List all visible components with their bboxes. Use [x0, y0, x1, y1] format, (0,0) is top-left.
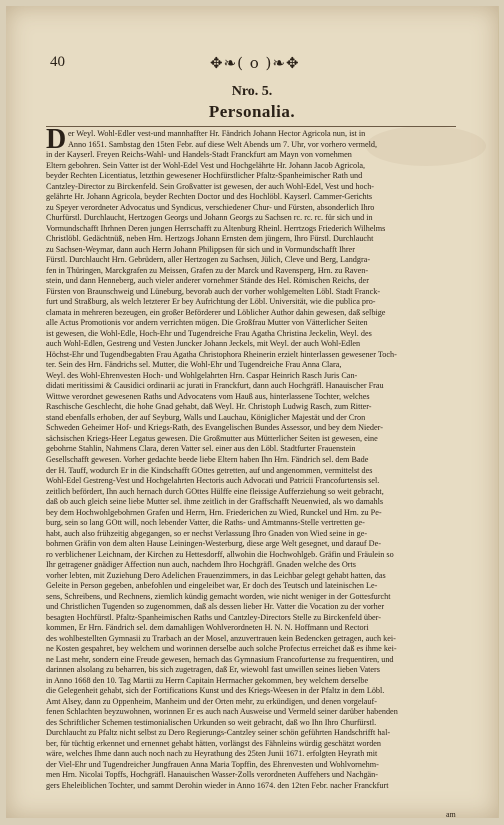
- article-line: ro verblichener Leichnam, der Kirchen zu Hettesdorff, allwohin die Hochwohlgeb. Gräfin und Fräulein so: [46, 549, 394, 559]
- article-line: auch Wohl-Edlen, Gestreng und Vesten Juncker Johann Jeckels, mit Weyl. der auch Wohl-Edlen: [46, 339, 361, 349]
- article-line: bey dem Hochwohlgebohrnen Grafen und Herrn, Hrn. Friederichen zu Wied, Runckel und Hrn. zu Pe-: [46, 507, 382, 517]
- article-line: Wittwe verordnet gewesenen Raths und Advocatens vom Hauß aus, hinterlassene Tochter, welches: [46, 391, 370, 401]
- article-line: burg, sein so lang GOtt will, noch lebender Vatter, die Raths- und Amtmanns-Stelle vertretten ge-: [46, 518, 365, 528]
- article-line: der H. Tauff, wodurch Er in die Kindschafft GOttes getretten, auf und angenommen, vermittelst des: [46, 465, 373, 475]
- article-line: des Schriftlicher Schemen testimonialischen Urkunden so weit gebracht, daß wo Ihn Ihro Churfürstl.: [46, 717, 377, 727]
- article-line: ter. Sein des Hrn. Fändrichs sel. Mutter, die Wohl-Ehr und Tugendreiche Frau Anna Clara,: [46, 360, 342, 370]
- article-line: wäre, welches Ihme dann auch noch nach zu Heyrathung des 25ten Junii 1671. erfolgten Heyrath mit: [46, 749, 378, 759]
- section-divider: [46, 126, 456, 127]
- section-title: Personalia.: [208, 102, 296, 121]
- article-line: gers Eheleiblichen Tochter, und sammt Derohin wieder in Anno 1674. den 12ten Febr. nacher Franckfurt: [46, 780, 389, 790]
- article-line: Wohl-Edel Gestreng-Vest und Hochgelahrten Hectoris auch Advocati und Patricii Francofurtensis sel.: [46, 476, 380, 486]
- article-line: Fürsten von Braunschweig und Lüneburg, bevorab auch der vorher wohlgemelten Löbl. Stadt Franck-: [46, 286, 381, 296]
- article-line: Christlöbl. Gedächtnüß, neben Hrn. Hertzogs Johann Ernsten dem jüngern, Ihro Fürstl. Durchlaucht: [46, 234, 374, 244]
- drop-cap: D: [46, 124, 67, 155]
- article-line: beyder Rechten Licentiatus, letzthin gewesener Hochfürstlicher Pfaltz-Spanheimischer Rath und: [46, 171, 363, 181]
- article-line: und Christlichen Tugenden so zugenommen, daß als dessen lieber Hr. Vatter die Vocation zu der vorher: [46, 602, 385, 612]
- article-line: Amt Alsey, dann zu Oppenheim, Manheim und der Orten mehr, zu erkündigen, und denen vorgelauf-: [46, 696, 377, 706]
- article-line: besagten Hochfürstl. Pfaltz-Spanheimischen Raths und Cantzley-Directors Stelle zu Birckenfeld über-: [46, 612, 381, 622]
- article-line: Geleite in Person gegeben, anbefohlen und eingeleibet war, Er doch des Teutsch und lateinischen Le-: [46, 581, 378, 591]
- article-line: Anno 1651. Sambstag den 15ten Febr. auf diese Welt Abends um 7. Uhr, vor vorhero vermeld,: [68, 139, 378, 149]
- article-line: Raschische Geschlecht, die hohe Gnad gehabt, daß Weyl. Hr. Christoph Ludwig Rasch, zum Ritter-: [46, 402, 372, 412]
- catchword: am: [446, 810, 456, 819]
- article-body: [46, 124, 466, 791]
- article-line: ber, für tüchtig erkennet und ernennet gehabt hätten, vorlängst des Fähnleins würdig geschätzt worden: [46, 738, 382, 748]
- issue-number: Nro. 5.: [231, 84, 273, 99]
- article-line: kommen, Er Hrn. Fändrich sel. dem damahligen Wohlverordneten H. N. N. Hoffmann und Rectori: [46, 623, 369, 633]
- article-line: Ihr getragener gnädiger Affection nun auch, nachdem Ihro Hochgräfl. Gnaden welche des Orts: [46, 560, 356, 570]
- article-line: Churfürstl. Durchlaucht, Hertzogen Georgs und Johann Georgs zu Sachsen rc. rc. rc. für sich und in: [46, 213, 373, 223]
- article-line: des wohlbestellten Gymnasii zu Trarbach an der Mosel, anzuvertrauen kein Bedencken getragen, auch kei-: [46, 633, 396, 643]
- header-ornament: ✥❧( o )❧✥: [210, 54, 300, 72]
- article-line: in Anno 1668 den 10. Tag Martii zu Herrn Capitain Herrnacher gekommen, bey welchem derselbe: [46, 675, 369, 685]
- article-line: Eltern gebohren. Sein Vatter ist der Wohl-Edel Vest und Hochgelährte Hr. Johann Jacob Agricola,: [46, 160, 366, 170]
- article-line: stein, und dann Henneberg, auch vieler anderer vornehmer Stände des Hel. Römischen Reichs, der: [46, 276, 369, 286]
- article-line: Vormundschafft Ihrhnen Deren jungen Herrschafft zu Altenburg Rheinl. Herrtzogs Friederich Wilhelms: [46, 223, 386, 233]
- article-line: Gesellschafft gewesen. Vorher gedachte beede liebe Eltern haben Ihn Hrn. Fändrich sel. dem Bade: [46, 454, 369, 464]
- article-line: die Gelegenheit gehabt, sich der Fortifications Kunst und des Kriegs-Weesen in der Pfaltz in dem Löbl.: [46, 686, 385, 696]
- article-line: fenen Schlachten beyzuwohnen, worinnen Er es auch nach Ausweise und Vermeld seiner darüber habenden: [46, 707, 398, 717]
- article-line: zu Speyer verordneter Advocatus und Syndicus, verschiedener Chur- und Fürsten, absonderlich Ihro: [46, 202, 375, 212]
- article-line: habt, auch also frühzeitig abgegangen, so er nechst Verlassung Ihro Gnaden von Wied seine in ge-: [46, 528, 368, 538]
- article-line: Schweden Geheimer Hof- und Kriegs-Rath, des Evangelischen Bundes Assessor, und bey dem Nieder-: [46, 423, 383, 433]
- page-header: [50, 54, 470, 76]
- article-line: sächsischen Kriegs-Heer Legatus gewesen. Die Großmutter aus Mütterlicher Seiten ist gewesen, eine: [46, 433, 378, 443]
- article-line: Durchlaucht zu Pfaltz nicht selbst zu Dero Regierungs-Cantzley seiner schön geführten Handschrifft hal-: [46, 728, 391, 738]
- article-line: stand ebenfalls erhoben, der auf Seyburg, Walls und Lauchau, Königlicher Majestät und der Cron: [46, 412, 366, 422]
- article-line: Fürstl. Durchlaucht Hrn. Gebrüdern, aller Hertzogen zu Sachsen, Jülich, Cleve und Berg, Landgra-: [46, 255, 371, 265]
- article-line: er Weyl. Wohl-Edler vest-und mannhaffter Hr. Fändrich Johann Hector Agricola nun, ist in: [68, 129, 366, 138]
- article-line: zu Sachsen-Weymar, dann auch Herrn Johann Philippsen für sich und in Vormundschafft Ihrer: [46, 244, 355, 254]
- article-line: gebohrne Stahlin, Nahmens Clara, deren Vatter sel. einer aus den Löbl. Stadtfurter Frauenstein: [46, 444, 356, 454]
- article-line: Höchst-Ehr und Tugendbegabten Frau Agatha Christophora Rheinerin erzielt hinterlassen gewesener Toch-: [46, 349, 397, 359]
- newspaper-page: [6, 6, 499, 818]
- article-line: ne Kosten gespahret, bey welchem und worinnen derselbe auch solche Profectus erreichet daß es ihme kei-: [46, 644, 397, 654]
- article-line: der Viel-Ehr und Tugendreicher Jungfrauen Anna Maria Topffin, des Ehrenvesten und Wohlvornehm-: [46, 759, 379, 769]
- article-line: fen in Thüringen, Marckgrafen zu Meissen, Grafen zu der Marck und Ravensperg, Hrn. zu Raven-: [46, 265, 369, 275]
- article-line: daß ob auch gleich seine liebe Mutter sel. ihme zeitlich in der Graffschafft Neuenwied, als wo damahls: [46, 497, 384, 507]
- article-line: zeitlich befördert, Ihn auch hernach durch GOttes Hülffe eine fleissige Aufferziehung so weit gebracht,: [46, 486, 384, 496]
- article-line: alle Actus Promotionis vor andern verrichten mögen. Die Großfrau Mutter von Vätterlicher Seiten: [46, 318, 368, 328]
- article-line: vorher lebten, mit Zuziehung Dero Adelichen Frauenzimmers, in das Leichbar gelegt gehabt hatten, das: [46, 570, 386, 580]
- article-line: sens, Schreibens, und Rechnens, ziemlich kündig gemacht worden, wie nicht weniger in der Gottesfurcht: [46, 591, 391, 601]
- article-line: ist gewesen, die Wohl-Edle, Hoch-Ehr und Tugendreiche Frau Agatha Christina Jeckelin, Weyl. des: [46, 328, 372, 338]
- article-line: men Hrn. Nicolai Topffs, Hochgräfl. Hanauischen Wasser-Zolls verordneten Auffehers und Nachgän-: [46, 770, 378, 780]
- article-line: darinnen alsolang zu beharren, bis sich zugetragen, daß Er, wiewohl fast unwillen seines lieben Vaters: [46, 665, 380, 675]
- article-line: bohrnen Gräfin von dem alten Hause Leiningen-Westerburg, diese arge Welt gesegnet, und darauf De-: [46, 539, 381, 549]
- page-number: 40: [50, 54, 65, 70]
- article-line: gelährte Hr. Johann Agricola, beyder Rechten Doctor und des Hochlöbl. Kayserl. Cammer-Gerichts: [46, 192, 373, 202]
- article-line: didati meritissimi & Causidici ordinarii ac jurati in Franckfurt, dann auch Hochgräfl. Hanauischer Frau: [46, 381, 384, 391]
- article-line: ne Last mehr, sondern eine Freude gewesen, hernach das Gymnasium Francofurtense zu frequentiren, und: [46, 654, 394, 664]
- article-line: Weyl. des Wohl-Ehrenvesten Hoch- und Wohlgelahrten Hrn. Caspar Heinrich Rasch Juris Can-: [46, 370, 358, 380]
- article-line: clamata in mehreren bezeugen, ein großer Beförderer und Löblicher Author dahin gewesen, daß selbige: [46, 307, 386, 317]
- article-line: furt und Straßburg, als welch letzterer Er bey Aufrichtung der Löbl. Universität, wie die publica pro-: [46, 297, 376, 307]
- article-line: in der Kayserl. Freyen Reichs-Wahl- und Handels-Stadt Franckfurt am Mayn von vornehmen: [46, 150, 352, 160]
- article-line: Cantzley-Director zu Birckenfeld. Sein Großvatter ist gewesen, der auch Wohl-Edel, Vest und hoch-: [46, 181, 375, 191]
